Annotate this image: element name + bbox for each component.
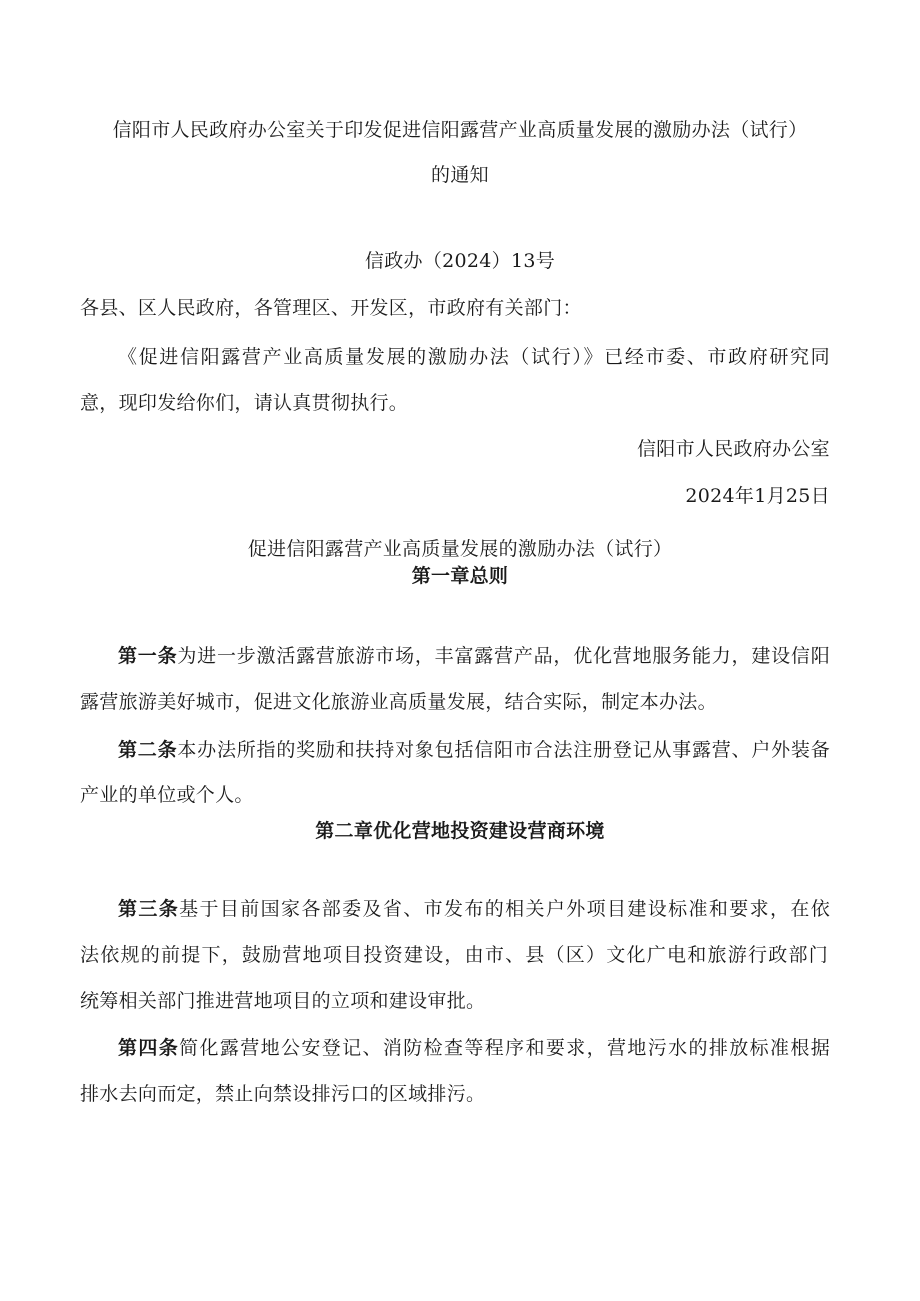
article1-text1: 为进一步激活露营旅游市场，丰富露营产品，优化营地服务能力，建设信阳 [177,645,830,667]
article4-line1 [118,1036,830,1060]
article2-label: 第二条 [118,739,178,761]
article3-text1: 基于目前国家各部委及省、市发布的相关户外项目建设标准和要求，在依 [179,898,830,920]
notice-title-line2: 的通知 [431,164,489,186]
article1-line1 [118,644,830,668]
notice-body-line2: 意，现印发给你们，请认真贯彻执行。 [80,392,409,414]
article1-line2: 露营旅游美好城市，促进文化旅游业高质量发展，结合实际，制定本办法。 [80,691,717,713]
article4-text1: 简化露营地公安登记、消防检查等程序和要求，营地污水的排放标准根据 [179,1037,830,1059]
chapter1-heading: 第一章总则 [411,565,509,587]
article3-label: 第三条 [118,898,180,920]
article2-text1: 本办法所指的奖励和扶持对象包括信阳市合法注册登记从事露营、户外装备 [177,739,830,761]
chapter2-heading: 第二章优化营地投资建设营商环境 [315,820,605,842]
measures-title: 促进信阳露营产业高质量发展的激励办法（试行） [247,538,673,560]
notice-title-line1: 信阳市人民政府办公室关于印发促进信阳露营产业高质量发展的激励办法（试行） [112,119,808,141]
article3-line2: 法依规的前提下，鼓励营地项目投资建设，由市、县（区）文化广电和旅游行政部门 [80,944,828,966]
article3-line1 [118,897,830,921]
article3-line3: 统筹相关部门推进营地项目的立项和建设审批。 [80,990,486,1012]
document-number: 信政办（2024）13号 [364,250,556,272]
addressee: 各县、区人民政府，各管理区、开发区，市政府有关部门： [80,297,582,319]
issue-date: 2024年1月25日 [685,485,830,507]
signer: 信阳市人民政府办公室 [636,438,830,460]
article1-label: 第一条 [118,645,178,667]
article4-label: 第四条 [118,1037,180,1059]
article4-line2: 排水去向而定，禁止向禁设排污口的区域排污。 [80,1083,486,1105]
article2-line1 [118,738,830,762]
article2-line2: 产业的单位或个人。 [80,784,254,806]
notice-body-line1: 《促进信阳露营产业高质量发展的激励办法（试行）》已经市委、市政府研究同 [118,346,830,368]
